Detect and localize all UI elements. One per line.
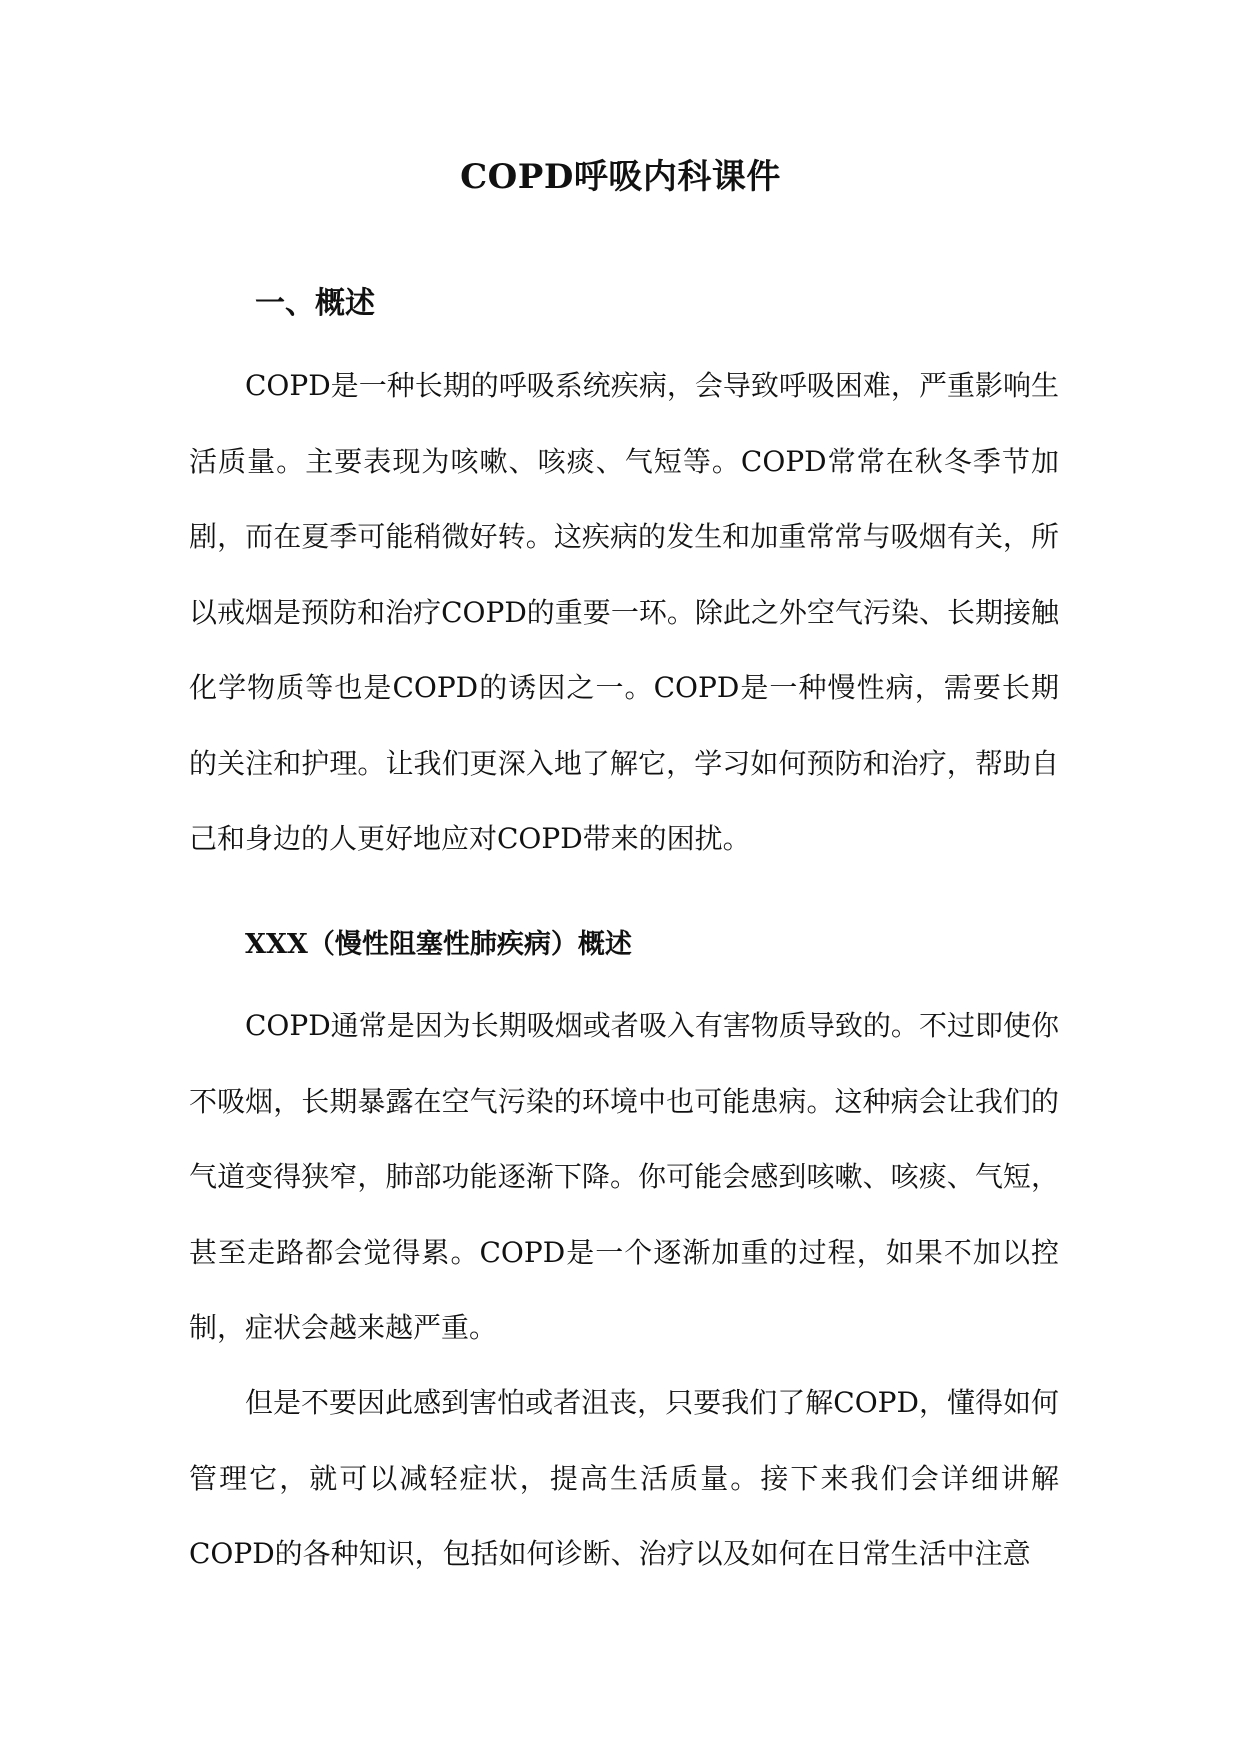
section-heading-copd-overview: XXX（慢性阻塞性肺疾病）概述 xyxy=(245,929,632,960)
copd-overview-paragraph-2: 但是不要因此感到害怕或者沮丧，只要我们了解COPD，懂得如何管理它，就可以减轻症状，提高生活质量。接下来我们会详细讲解COPD的各种知识，包括如何诊断、治疗以及如何在日常生活中注意 xyxy=(189,1386,1059,1570)
overview-paragraph: COPD是一种长期的呼吸系统疾病，会导致呼吸困难，严重影响生活质量。主要表现为咳嗽、咳痰、气短等。COPD常常在秋冬季节加剧，而在夏季可能稍微好转。这疾病的发生和加重常常与吸烟有关，所以戒烟是预防和治疗COPD的重要一环。除此之外空气污染、长期接触化学物质等也是COPD的诱因之一。COPD是一种慢性病，需要长期的关注和护理。让我们更深入地了解它，学习如何预防和治疗，帮助自己和身边的人更好地应对COPD带来的困扰。 xyxy=(189,369,1059,855)
document-title: COPD呼吸内科课件 xyxy=(460,157,781,197)
section-heading-overview: 一、概述 xyxy=(255,286,375,321)
copd-overview-paragraph-1: COPD通常是因为长期吸烟或者吸入有害物质导致的。不过即使你不吸烟，长期暴露在空气污染的环境中也可能患病。这种病会让我们的气道变得狭窄，肺部功能逐渐下降。你可能会感到咳嗽、咳痰、气短，甚至走路都会觉得累。COPD是一个逐渐加重的过程，如果不加以控制，症状会越来越严重。 xyxy=(189,1009,1059,1344)
